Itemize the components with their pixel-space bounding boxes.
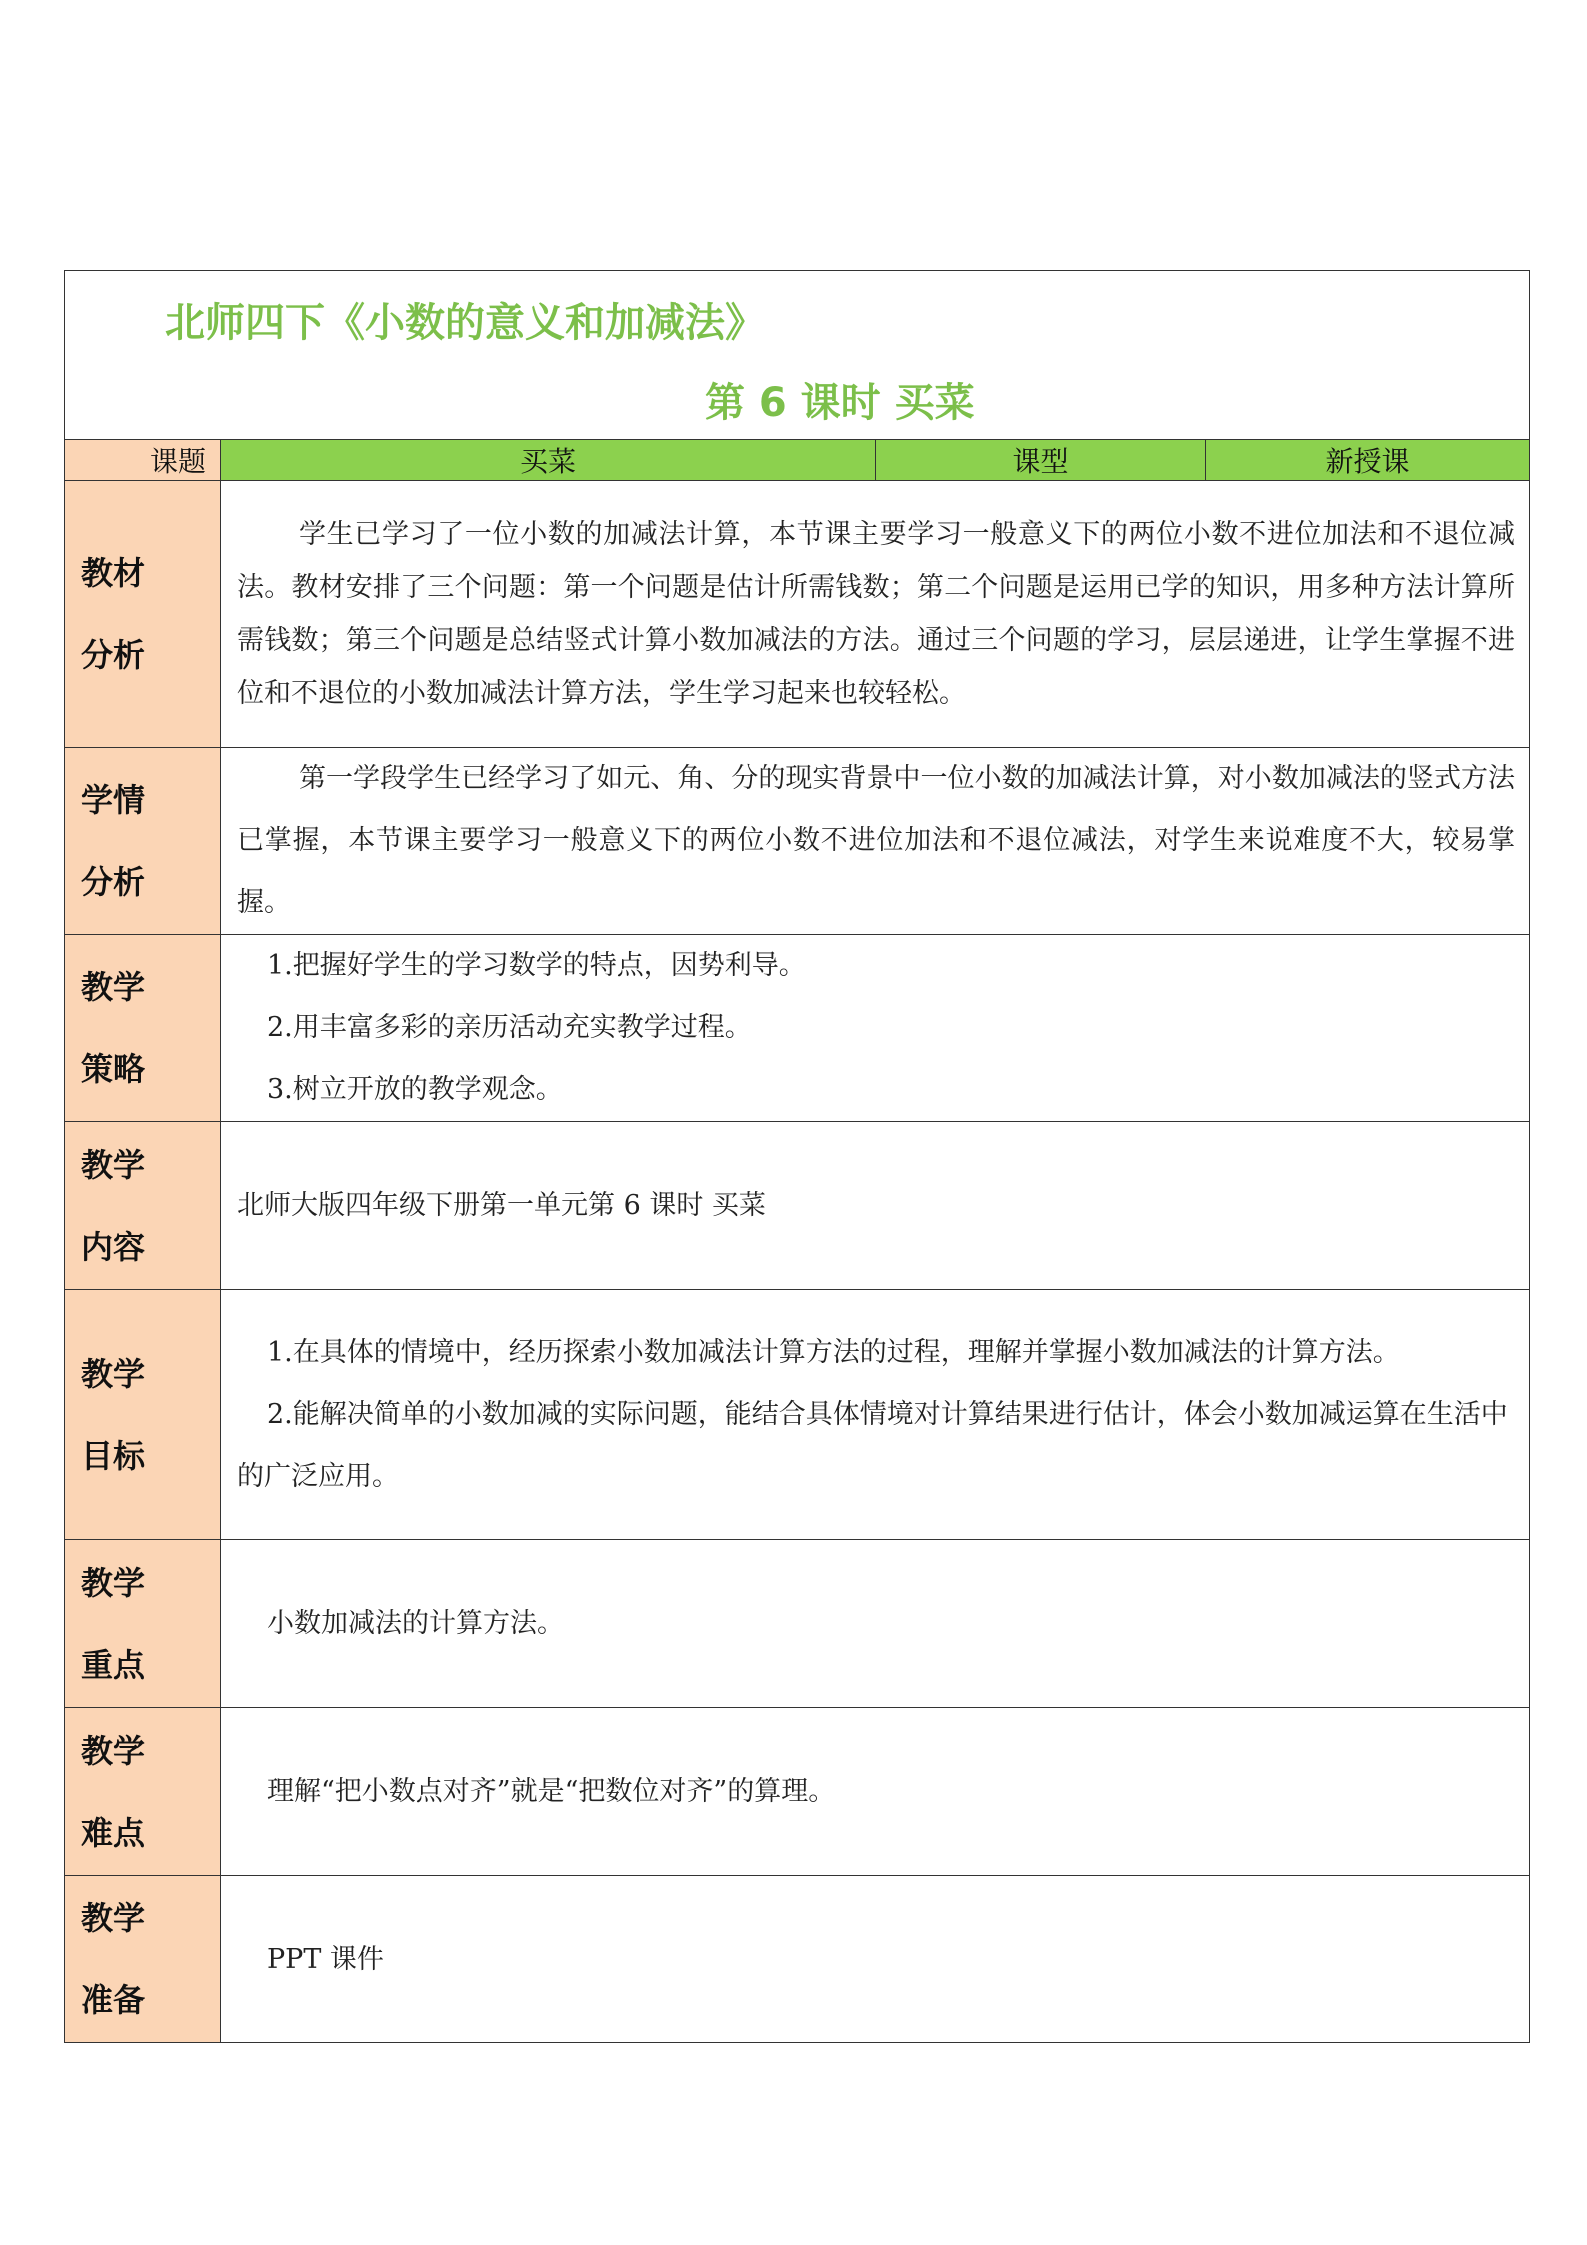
preparation-label — [65, 1876, 221, 2042]
document-title: 北师四下《小数的意义和加减法》 — [165, 300, 765, 346]
label-line-2: 分析 — [81, 636, 146, 674]
label-line-2: 内容 — [81, 1227, 146, 1266]
teaching-strategy-row — [65, 935, 1529, 1122]
material-analysis-text: 学生已学习了一位小数的加减法计算，本节课主要学习一般意义下的两位小数不进位加法和不退位减法。教材安排了三个问题：第一个问题是估计所需钱数；第二个问题是运用已学的知识，用多种方法计算所需钱数；第三个问题是总结竖式计算小数加减法的方法。通过三个问题的学习，层层递进，让学生掌握不进位和不退位的小数加减法计算方法，学生学习起来也较轻松。 — [237, 519, 1515, 709]
student-analysis-label — [65, 748, 221, 934]
label-line-2: 准备 — [81, 1981, 146, 2019]
title-block — [65, 271, 1529, 440]
teaching-content-content — [221, 1122, 1529, 1289]
teaching-content-label — [65, 1122, 221, 1289]
label-line-1: 教学 — [81, 1563, 146, 1602]
teaching-goals-label — [65, 1290, 221, 1539]
topic-header-row — [65, 440, 1529, 481]
teaching-goals-row — [65, 1290, 1529, 1540]
difficulties-content — [221, 1708, 1529, 1875]
material-analysis-content — [221, 481, 1529, 747]
student-analysis-text: 第一学段学生已经学习了如元、角、分的现实背景中一位小数的加减法计算，对小数加减法的竖式方法已掌握，本节课主要学习一般意义下的两位小数不进位加法和不退位减法，对学生来说难度不大，较易掌握。 — [237, 763, 1515, 918]
topic-value: 买菜 — [221, 440, 876, 480]
label-line-1: 教学 — [81, 1354, 146, 1393]
material-analysis-row — [65, 481, 1529, 748]
label-line-1: 教学 — [81, 968, 146, 1006]
preparation-text: PPT 课件 — [267, 1943, 384, 1975]
key-points-text: 小数加减法的计算方法。 — [267, 1608, 564, 1639]
lesson-plan-table — [64, 270, 1530, 2043]
label-line-1: 教材 — [81, 554, 146, 592]
key-points-label — [65, 1540, 221, 1707]
difficulties-label — [65, 1708, 221, 1875]
strategy-item: 2.用丰富多彩的亲历活动充实教学过程。 — [267, 1012, 752, 1043]
goal-item: 2.能解决简单的小数加减的实际问题，能结合具体情境对计算结果进行估计，体会小数加减运算在生活中的广泛应用。 — [237, 1398, 1508, 1492]
lesson-subtitle: 第 6 课时 买菜 — [705, 380, 975, 426]
label-line-2: 难点 — [81, 1813, 146, 1852]
teaching-goals-content — [221, 1290, 1529, 1539]
type-label: 课型 — [876, 440, 1206, 480]
teaching-content-text: 北师大版四年级下册第一单元第 6 课时 买菜 — [237, 1190, 766, 1221]
label-line-2: 分析 — [81, 863, 146, 901]
label-line-2: 目标 — [81, 1436, 146, 1475]
difficulties-row — [65, 1708, 1529, 1876]
strategy-item: 1.把握好学生的学习数学的特点，因势利导。 — [267, 950, 806, 981]
label-line-1: 教学 — [81, 1145, 146, 1184]
label-line-1: 学情 — [81, 781, 146, 819]
preparation-content — [221, 1876, 1529, 2042]
topic-label: 课题 — [65, 440, 221, 480]
teaching-strategy-content — [221, 935, 1529, 1121]
key-points-row — [65, 1540, 1529, 1708]
student-analysis-row — [65, 748, 1529, 935]
student-analysis-content — [221, 748, 1529, 934]
teaching-strategy-label — [65, 935, 221, 1121]
label-line-2: 重点 — [81, 1645, 146, 1684]
type-value: 新授课 — [1206, 440, 1529, 480]
material-analysis-label — [65, 481, 221, 747]
key-points-content — [221, 1540, 1529, 1707]
label-line-1: 教学 — [81, 1899, 146, 1937]
preparation-row — [65, 1876, 1529, 2042]
label-line-1: 教学 — [81, 1731, 146, 1770]
teaching-content-row — [65, 1122, 1529, 1290]
difficulties-text: 理解“把小数点对齐”就是“把数位对齐”的算理。 — [267, 1776, 836, 1807]
strategy-item: 3.树立开放的教学观念。 — [267, 1074, 563, 1105]
goal-item: 1.在具体的情境中，经历探索小数加减法计算方法的过程，理解并掌握小数加减法的计算方法。 — [267, 1336, 1400, 1368]
label-line-2: 策略 — [81, 1050, 146, 1088]
